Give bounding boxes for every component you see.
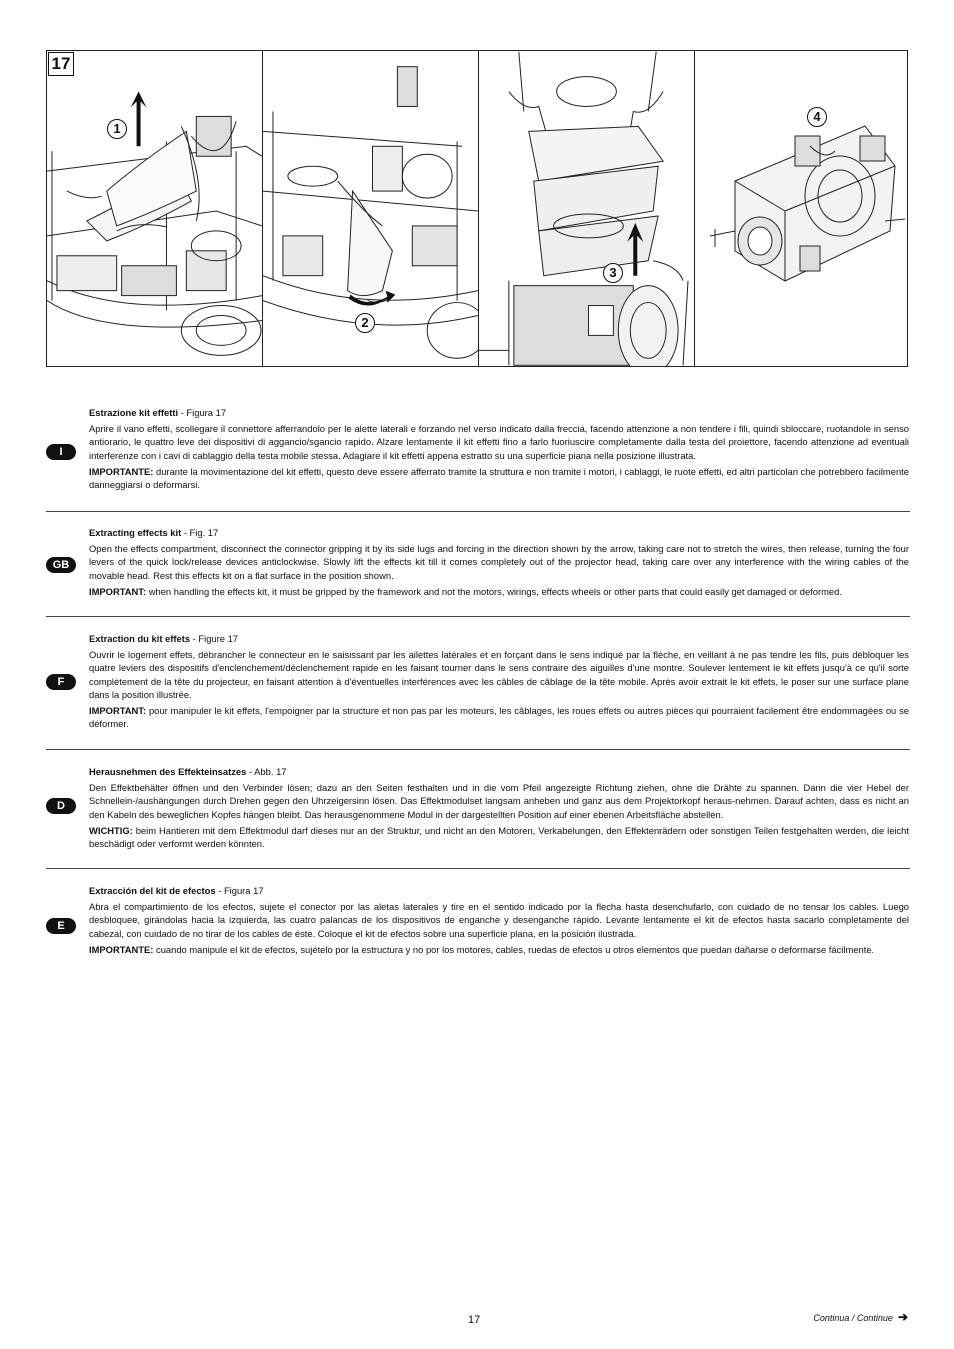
section-divider (46, 749, 910, 750)
step-1-badge: 1 (107, 119, 127, 139)
important-text: cuando manipule el kit de efectos, sujételo por la estructura y no por los motores, cables, ruedas de efectos u otros elementos que puedan dañarse o deformarse fácilmente. (153, 943, 875, 955)
section-body: Aprire il vano effetti, scollegare il connettore afferrandolo per le alette laterali e forzando nel verso indicato dalla freccia, facendo attenzione a non tendere i fili, quindi sbloccare, ruotandole in senso antiorario, le quattro leve dei dispositivi di aggancio/sgancio rapido. Alzare lentamente il kit effetti fino a farlo fuoriuscire completamente dalla testa del proiettore, facendo attenzione ad eventuali interferenze con i cavi di cablaggio della testa mobile stessa. Adagiare il kit effetti appena estratto su una superficie piana nella posizione illustrata. (89, 422, 909, 461)
figure-reference: - Abb. 17 (246, 766, 287, 777)
section-title: Extraction du kit effets (89, 633, 191, 644)
important-label: IMPORTANT: (89, 585, 147, 597)
important-label: IMPORTANTE: (89, 943, 154, 955)
section-text (89, 765, 909, 853)
section-title: Extracting effects kit (89, 527, 182, 538)
figure-reference: - Figure 17 (190, 633, 238, 644)
important-label: IMPORTANT: (89, 705, 147, 717)
important-text: when handling the effects kit, it must be gripped by the framework and not the motors, wirings, effects wheels or other parts that could easily get damaged or deformed. (146, 585, 842, 597)
step-2-badge: 2 (355, 313, 375, 333)
important-text: pour manipuler le kit effets, l'empoigner par la structure et non pas par les moteurs, les câblages, les roues effets ou autres pièces qui pourraient facilement être endommagées ou se déformer. (89, 705, 909, 730)
important-text: beim Hantieren mit dem Effektmodul darf dieses nur an der Struktur, und nicht an den Motoren, Verkabelungen, den Effektenrädern oder sonstigen Teilen festgehalten werden, die leicht beschädigt oder verformt werden könnten. (89, 824, 909, 850)
figure-reference: - Figura 17 (178, 407, 227, 418)
language-badge-german: D (46, 798, 76, 814)
language-badge-italian: I (46, 444, 76, 460)
section-body: Abra el compartimiento de los efectos, sujete el conector por las aletas laterales y tire en el sentido indicado por la flecha hasta desenchufarlo, con cuidado de no tensar los cables. Luego desbloquee, girándolas hacia la izquierda, las cuatro palancas de los dispositivos de enganche y desenganche rápido. Levante lentamente el kit de efectos hasta sacarlo completamente del cabezal, con cuidado de no tirar de los cables de éste. Coloque el kit de efectos sobre una superficie plana, en la posición ilustrada. (89, 900, 909, 939)
section-text (89, 526, 909, 601)
section-title: Estrazione kit effetti (89, 407, 179, 418)
section-divider (46, 868, 910, 869)
figure-reference: - Fig. 17 (181, 527, 219, 538)
section-divider (46, 511, 910, 512)
section-body: Open the effects compartment, disconnect the connector gripping it by its side lugs and forcing in the direction shown by the arrow, taking care not to stretch the wires, then release, turning the four levers of the quick lock/release devices anticlockwise. Slowly lift the effects kit till it comes completely out of the projector head, taking care over any interference with the wiring cables of the movable head. Rest this effects kit on a flat surface in the position shown. (89, 542, 909, 581)
page-number: 17 (468, 1314, 481, 1326)
figure-reference: - Figura 17 (215, 885, 264, 896)
figure-panel-1 (47, 51, 263, 366)
figure-panel-2 (263, 51, 479, 366)
continue-note (813, 1310, 908, 1324)
illustration-disconnect-connector (47, 51, 262, 366)
illustration-effects-kit-resting (695, 51, 909, 366)
important-label: IMPORTANTE: (89, 465, 154, 477)
section-body: Den Effektbehälter öffnen und den Verbinder lösen; dazu an den Seiten festhalten und in die vom Pfeil angezeigte Richtung ziehen, ohne die Drähte zu spannen. Dann die vier Hebel der Schnellein-/aushängungen durch Drehen gegen den Uhrzeigersinn lösen. Das Effektmodulset langsam anheben und ganz aus dem Projektorkopf heraus-nehmen. Darauf achten, dass es nicht an den Kabeln des beweglichen Kopfes hängen bleibt. Das herausgenommene Modul in der dargestellten Position auf einer ebenen Arbeitsfläche abstellen. (89, 781, 909, 820)
step-4-badge: 4 (807, 107, 827, 127)
section-text (89, 884, 909, 959)
step-3-badge: 3 (603, 263, 623, 283)
section-body: Ouvrir le logement effets, débrancher le connecteur en le saisissant par les ailettes latérales et en forçant dans le sens indiqué par la flèche, en veillant à ne pas tendre les fils, puis débloquer les quatre leviers des dispositifs d'enclenchement/déclenchement rapide en les faisant tourner dans le sens contraire des aiguilles d'une montre. Soulever lentement le kit effets jusqu'à ce qu'il sorte complètement de la tête du projecteur, en faisant attention à d'éventuelles interférences avec les câbles de câblage de la tête mobile. Après avoir extrait le kit effets, le poser sur une surface plane dans la position illustrée. (89, 648, 909, 701)
arrow-right-icon: ➔ (897, 1310, 908, 1324)
language-badge-spanish: E (46, 918, 76, 934)
figure-number: 17 (48, 52, 74, 76)
continue-label: Continua / Continue (813, 1313, 893, 1323)
language-badge-french: F (46, 674, 76, 690)
important-text: durante la movimentazione del kit effetti, questo deve essere afferrato tramite la struttura e non tramite i motori, i cablaggi, le ruote effetti, ed altri particolari che potrebbero facilmente danneggiarsi o deformarsi. (89, 465, 909, 491)
figure-panel-4 (695, 51, 909, 366)
figure-17 (46, 50, 908, 367)
section-text (89, 406, 909, 494)
section-title: Extracción del kit de efectos (89, 885, 216, 896)
important-label: WICHTIG: (89, 824, 133, 836)
illustration-lift-effects-kit (479, 51, 694, 366)
figure-panel-3 (479, 51, 695, 366)
section-divider (46, 616, 910, 617)
section-text (89, 632, 909, 733)
language-badge-english: GB (46, 557, 76, 573)
section-title: Herausnehmen des Effekteinsatzes (89, 766, 247, 777)
